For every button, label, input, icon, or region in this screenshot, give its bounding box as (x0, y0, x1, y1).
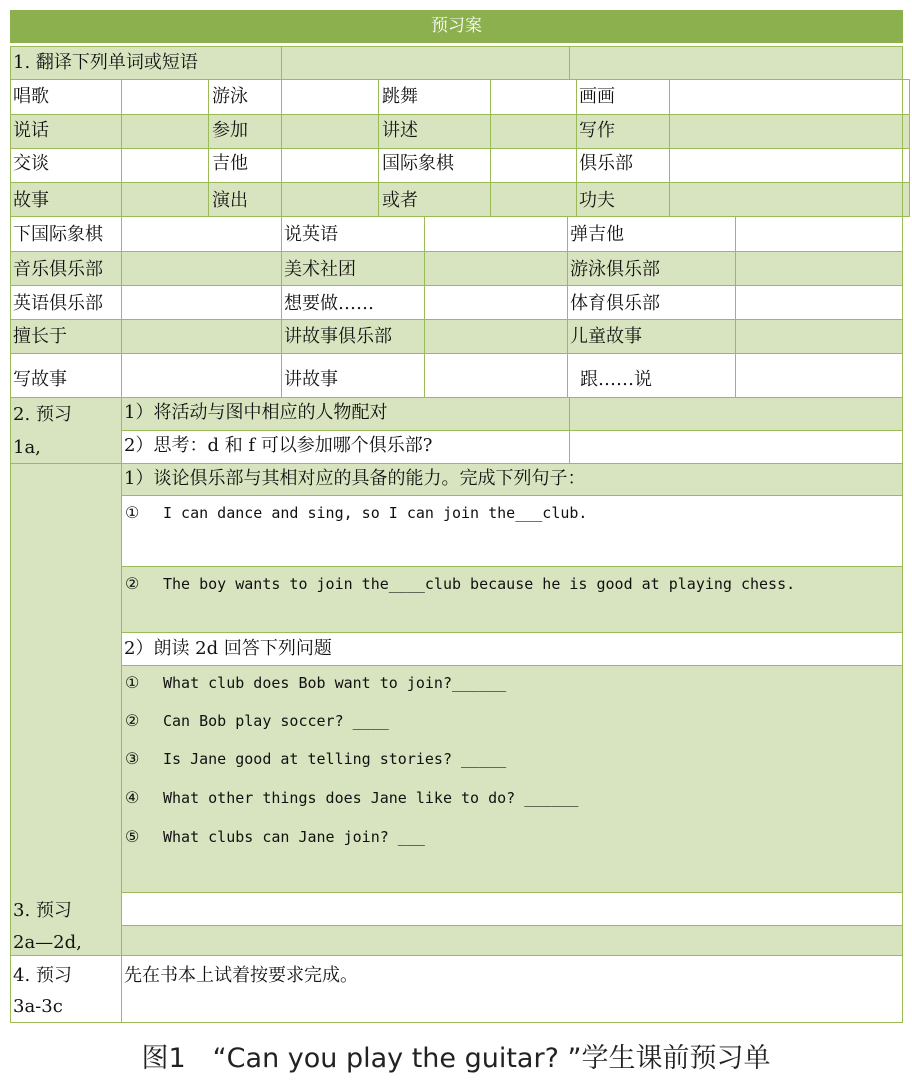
rule (122, 632, 903, 633)
rule (10, 114, 910, 115)
section2-q2: 2）思考：d 和 f 可以参加哪个俱乐部? (124, 435, 433, 456)
word-label: 国际象棋 (382, 153, 454, 174)
row-bg (10, 79, 910, 114)
worksheet-header: 预习案 (10, 10, 903, 43)
section1-title: 1. 翻译下列单词或短语 (13, 52, 198, 73)
rule (10, 1022, 903, 1023)
phrase-label: 美术社团 (284, 259, 356, 280)
rule (10, 353, 903, 354)
section2-label: 2. 预习 (13, 404, 72, 425)
phrase-label: 下国际象棋 (13, 224, 103, 245)
phrase-label: 擅长于 (13, 326, 67, 347)
item-number: ② (125, 574, 140, 593)
word-label: 画画 (579, 86, 615, 107)
rule (10, 216, 910, 217)
row-bg (10, 353, 903, 397)
word-label: 演出 (212, 190, 248, 211)
rule (10, 463, 903, 464)
word-label: 故事 (13, 190, 49, 211)
rule (909, 79, 910, 216)
rule (669, 79, 670, 216)
task2-question: Can Bob play soccer? ____ (163, 712, 389, 730)
row-bg (10, 148, 910, 182)
rule (122, 566, 903, 567)
rule (122, 430, 903, 431)
rule (122, 665, 903, 666)
task2-question: What other things does Jane like to do? ______ (163, 789, 579, 807)
rule (281, 216, 282, 397)
rule (281, 46, 282, 79)
row-bg (122, 892, 903, 925)
task2-question: What club does Bob want to join?______ (163, 674, 507, 692)
rule (122, 495, 903, 496)
task1-title: 1）谈论俱乐部与其相对应的具备的能力。完成下列句子： (124, 468, 586, 489)
row-bg (10, 182, 910, 216)
rule (121, 216, 122, 397)
row-bg (122, 925, 903, 955)
word-label: 游泳 (212, 86, 248, 107)
word-label: 功夫 (579, 190, 615, 211)
phrase-label: 体育俱乐部 (570, 293, 660, 314)
section2-label-sub: 1a, (13, 437, 41, 458)
word-label: 参加 (212, 120, 248, 141)
phrase-label: 想要做…… (284, 293, 374, 314)
rule (10, 148, 910, 149)
section4-label: 4. 预习 (13, 965, 72, 986)
task2-title: 2）朗读 2d 回答下列问题 (124, 638, 332, 659)
word-label: 唱歌 (13, 86, 49, 107)
row-bg (10, 114, 910, 148)
rule (10, 285, 903, 286)
rule (902, 46, 903, 1023)
rule (424, 216, 425, 397)
rule (10, 397, 903, 398)
rule (576, 79, 577, 216)
item-number: ② (125, 711, 140, 730)
item-number: ① (125, 503, 140, 522)
word-label: 跳舞 (382, 86, 418, 107)
task2-question: What clubs can Jane join? ___ (163, 828, 425, 846)
row-bg (10, 319, 903, 353)
word-label: 写作 (579, 120, 615, 141)
item-number: ③ (125, 749, 140, 768)
section3-label-sub: 2a—2d, (13, 932, 82, 953)
rule (567, 216, 568, 397)
row-bg (10, 285, 903, 319)
phrase-label: 音乐俱乐部 (13, 259, 103, 280)
word-label: 说话 (13, 120, 49, 141)
task1-sentence: The boy wants to join the____club because he is good at playing chess. (163, 575, 796, 593)
rule (10, 46, 11, 1023)
rule (121, 397, 122, 1023)
word-label: 交谈 (13, 153, 49, 174)
item-number: ④ (125, 788, 140, 807)
rule (121, 79, 122, 216)
task2-question: Is Jane good at telling stories? _____ (163, 750, 507, 768)
rule (122, 892, 903, 893)
rule (735, 216, 736, 397)
rule (10, 182, 910, 183)
row-bg (10, 216, 903, 251)
phrase-label: 说英语 (284, 224, 338, 245)
word-label: 或者 (382, 190, 418, 211)
word-label: 俱乐部 (579, 153, 633, 174)
section4-label-sub: 3a-3c (13, 996, 63, 1017)
rule (569, 46, 570, 79)
rule (10, 955, 903, 956)
rule (10, 251, 903, 252)
phrase-label: 弹吉他 (570, 224, 624, 245)
rule (378, 79, 379, 216)
phrase-label: 讲故事 (284, 369, 338, 390)
item-number: ① (125, 673, 140, 692)
section4-text: 先在书本上试着按要求完成。 (124, 965, 358, 986)
rule (281, 79, 282, 216)
rule (208, 79, 209, 216)
phrase-label: 写故事 (13, 369, 67, 390)
word-label: 讲述 (382, 120, 418, 141)
word-label: 吉他 (212, 153, 248, 174)
section3-label: 3. 预习 (13, 900, 72, 921)
row-bg (10, 463, 122, 955)
row-bg (10, 251, 903, 285)
rule (490, 79, 491, 216)
figure-caption: 图1 “Can you play the guitar? ”学生课前预习单 (141, 1043, 771, 1074)
rule (569, 397, 570, 463)
phrase-label: 英语俱乐部 (13, 293, 103, 314)
rule (122, 925, 903, 926)
task1-sentence: I can dance and sing, so I can join the___club. (163, 504, 588, 522)
section2-q1: 1）将活动与图中相应的人物配对 (124, 402, 388, 423)
phrase-label: 儿童故事 (570, 326, 642, 347)
phrase-label: 游泳俱乐部 (570, 259, 660, 280)
row-bg (122, 665, 903, 892)
item-number: ⑤ (125, 827, 140, 846)
phrase-label: 跟……说 (580, 369, 652, 390)
phrase-label: 讲故事俱乐部 (284, 326, 392, 347)
rule (10, 319, 903, 320)
rule (10, 79, 910, 80)
rule (10, 46, 903, 47)
